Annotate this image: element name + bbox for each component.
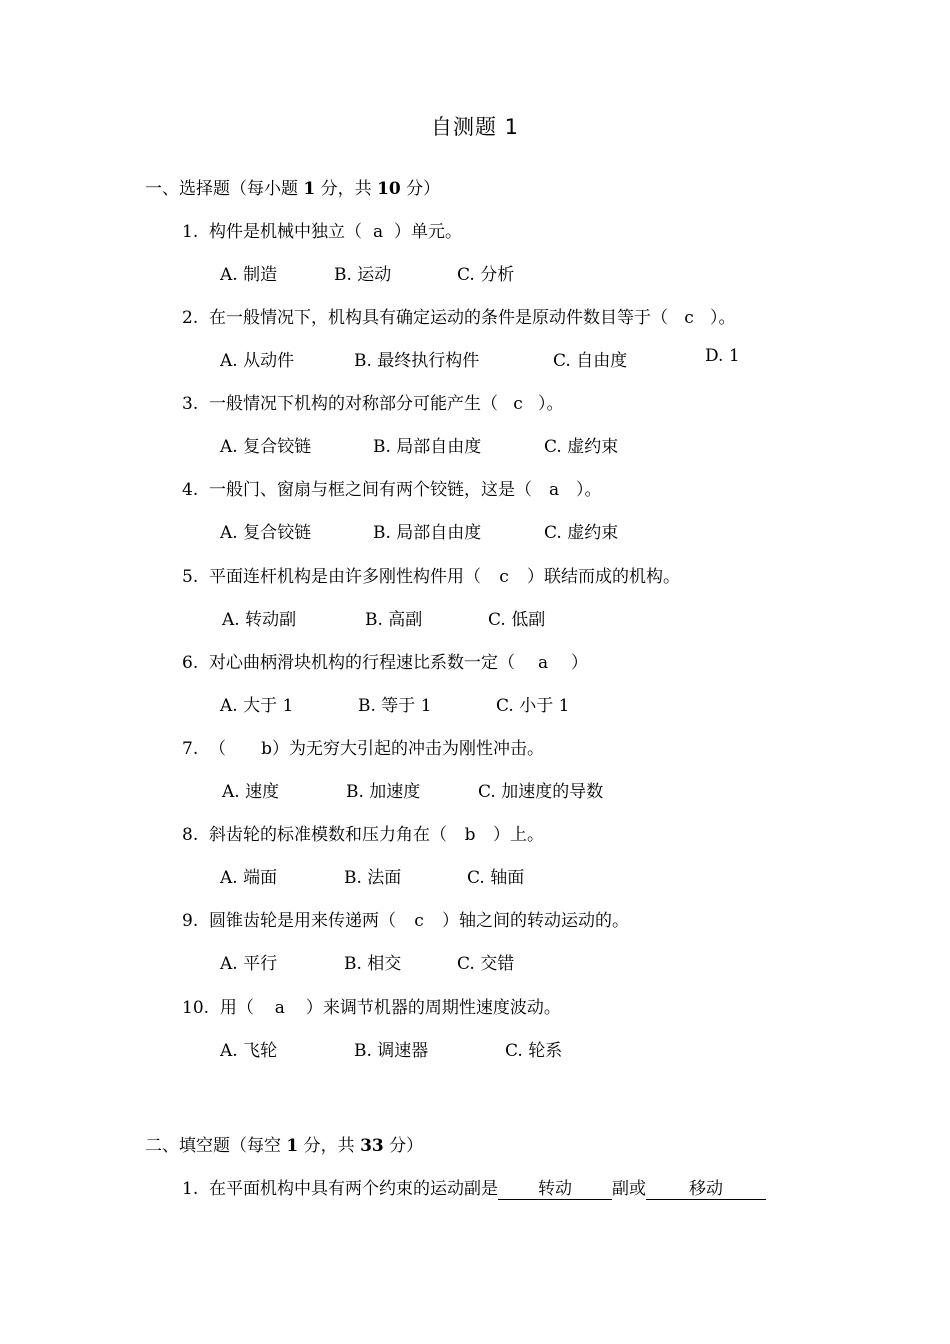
option-b: B. 高副 bbox=[365, 610, 423, 630]
section-2-per-score: 1 bbox=[286, 1136, 299, 1156]
fill-question-1 bbox=[182, 1174, 766, 1200]
question-5 bbox=[182, 562, 680, 587]
option-c: C. 轮系 bbox=[505, 1041, 563, 1061]
option-c: C. 加速度的导数 bbox=[478, 782, 604, 802]
option-a: A. 端面 bbox=[220, 868, 278, 888]
fill-blank-1: 转动 bbox=[498, 1179, 612, 1200]
question-10 bbox=[182, 993, 561, 1018]
option-b: B. 最终执行构件 bbox=[354, 351, 480, 371]
question-text-end: ）。 bbox=[538, 394, 564, 414]
question-3 bbox=[182, 389, 564, 414]
option-d: D. 1 bbox=[705, 346, 740, 366]
question-answer: b bbox=[464, 825, 476, 845]
question-answer: c bbox=[684, 308, 694, 328]
section-2-heading bbox=[145, 1131, 423, 1156]
question-text: 构件是机械中独立（ bbox=[209, 222, 363, 242]
option-a: A. 复合铰链 bbox=[220, 437, 312, 457]
question-text: 一般情况下机构的对称部分可能产生（ bbox=[209, 394, 499, 414]
section-1-per-score: 1 bbox=[303, 179, 316, 199]
question-text-mid: 副或 bbox=[612, 1179, 647, 1199]
option-b: B. 局部自由度 bbox=[373, 523, 482, 543]
question-number: 9. bbox=[182, 911, 199, 931]
page-title: 自测题 1 bbox=[430, 115, 520, 139]
option-c: C. 分析 bbox=[457, 265, 515, 285]
section-1-mid: 分，共 bbox=[315, 179, 378, 199]
option-c: C. 轴面 bbox=[467, 868, 525, 888]
question-4 bbox=[182, 475, 602, 500]
option-a: A. 速度 bbox=[222, 782, 280, 802]
question-text-end: ）来调节机器的周期性速度波动。 bbox=[305, 998, 561, 1018]
question-text-end: ）。 bbox=[576, 480, 602, 500]
option-a: A. 从动件 bbox=[220, 351, 295, 371]
option-c: C. 交错 bbox=[457, 954, 515, 974]
question-number: 10. bbox=[182, 998, 210, 1018]
option-b: B. 等于 1 bbox=[358, 696, 432, 716]
question-text: （ bbox=[209, 739, 227, 759]
section-1-total-score: 10 bbox=[377, 179, 401, 199]
option-b: B. 法面 bbox=[344, 868, 402, 888]
question-7 bbox=[182, 734, 544, 759]
question-text-end: ）上。 bbox=[493, 825, 545, 845]
question-9 bbox=[182, 906, 629, 931]
question-text: 一般门、窗扇与框之间有两个铰链，这是（ bbox=[209, 480, 533, 500]
question-answer: c bbox=[414, 911, 424, 931]
section-1-suffix: 分） bbox=[400, 179, 441, 199]
section-1-heading bbox=[145, 174, 440, 199]
option-b: B. 相交 bbox=[344, 954, 402, 974]
option-a: A. 大于 1 bbox=[220, 696, 294, 716]
question-answer: a bbox=[274, 998, 285, 1018]
option-b: B. 调速器 bbox=[354, 1041, 429, 1061]
question-number: 3. bbox=[182, 394, 199, 414]
question-number: 8. bbox=[182, 825, 199, 845]
option-b: B. 运动 bbox=[334, 265, 392, 285]
option-a: A. 复合铰链 bbox=[220, 523, 312, 543]
question-8 bbox=[182, 820, 544, 845]
question-text: 斜齿轮的标准模数和压力角在（ bbox=[209, 825, 448, 845]
question-answer: b bbox=[261, 739, 273, 759]
question-answer: a bbox=[537, 653, 549, 673]
question-number: 6. bbox=[182, 653, 199, 673]
option-a: A. 制造 bbox=[220, 265, 278, 285]
option-a: A. 飞轮 bbox=[220, 1041, 278, 1061]
option-c: C. 低副 bbox=[488, 610, 546, 630]
fill-blank-2: 移动 bbox=[646, 1179, 766, 1200]
question-answer: c bbox=[513, 394, 523, 414]
question-text-end: ） bbox=[571, 653, 589, 673]
option-c: C. 小于 1 bbox=[496, 696, 570, 716]
section-2-mid: 分，共 bbox=[298, 1136, 361, 1156]
question-2 bbox=[182, 303, 736, 328]
question-text: 圆锥齿轮是用来传递两（ bbox=[209, 911, 397, 931]
question-number: 1. bbox=[182, 1179, 199, 1199]
section-2-total-score: 33 bbox=[360, 1136, 384, 1156]
section-2-suffix: 分） bbox=[383, 1136, 424, 1156]
question-6 bbox=[182, 648, 588, 673]
option-c: C. 虚约束 bbox=[544, 523, 619, 543]
question-1 bbox=[182, 217, 462, 242]
question-text: 对心曲柄滑块机构的行程速比系数一定（ bbox=[209, 653, 516, 673]
option-b: B. 加速度 bbox=[346, 782, 421, 802]
question-number: 2. bbox=[182, 308, 199, 328]
question-text-end: ）联结而成的机构。 bbox=[527, 567, 681, 587]
option-c: C. 虚约束 bbox=[544, 437, 619, 457]
question-text-end: ）轴之间的转动运动的。 bbox=[442, 911, 630, 931]
option-b: B. 局部自由度 bbox=[373, 437, 482, 457]
section-1-prefix: 一、选择题（每小题 bbox=[145, 179, 304, 199]
question-text-end: ）单元。 bbox=[394, 222, 463, 242]
question-text: 在一般情况下，机构具有确定运动的条件是原动件数目等于（ bbox=[209, 308, 669, 328]
option-c: C. 自由度 bbox=[553, 351, 628, 371]
question-number: 5. bbox=[182, 567, 199, 587]
question-answer: a bbox=[548, 480, 560, 500]
question-text-end: ）为无穷大引起的冲击为刚性冲击。 bbox=[272, 739, 545, 759]
question-number: 7. bbox=[182, 739, 199, 759]
question-text-end: ）。 bbox=[710, 308, 736, 328]
question-answer: c bbox=[499, 567, 509, 587]
question-answer: a bbox=[372, 222, 384, 242]
question-text: 平面连杆机构是由许多刚性构件用（ bbox=[209, 567, 482, 587]
section-2-prefix: 二、填空题（每空 bbox=[145, 1136, 287, 1156]
question-text: 用（ bbox=[219, 998, 254, 1018]
option-a: A. 平行 bbox=[220, 954, 278, 974]
question-number: 1. bbox=[182, 222, 199, 242]
question-text: 在平面机构中具有两个约束的运动副是 bbox=[209, 1179, 499, 1199]
question-number: 4. bbox=[182, 480, 199, 500]
option-a: A. 转动副 bbox=[222, 610, 297, 630]
